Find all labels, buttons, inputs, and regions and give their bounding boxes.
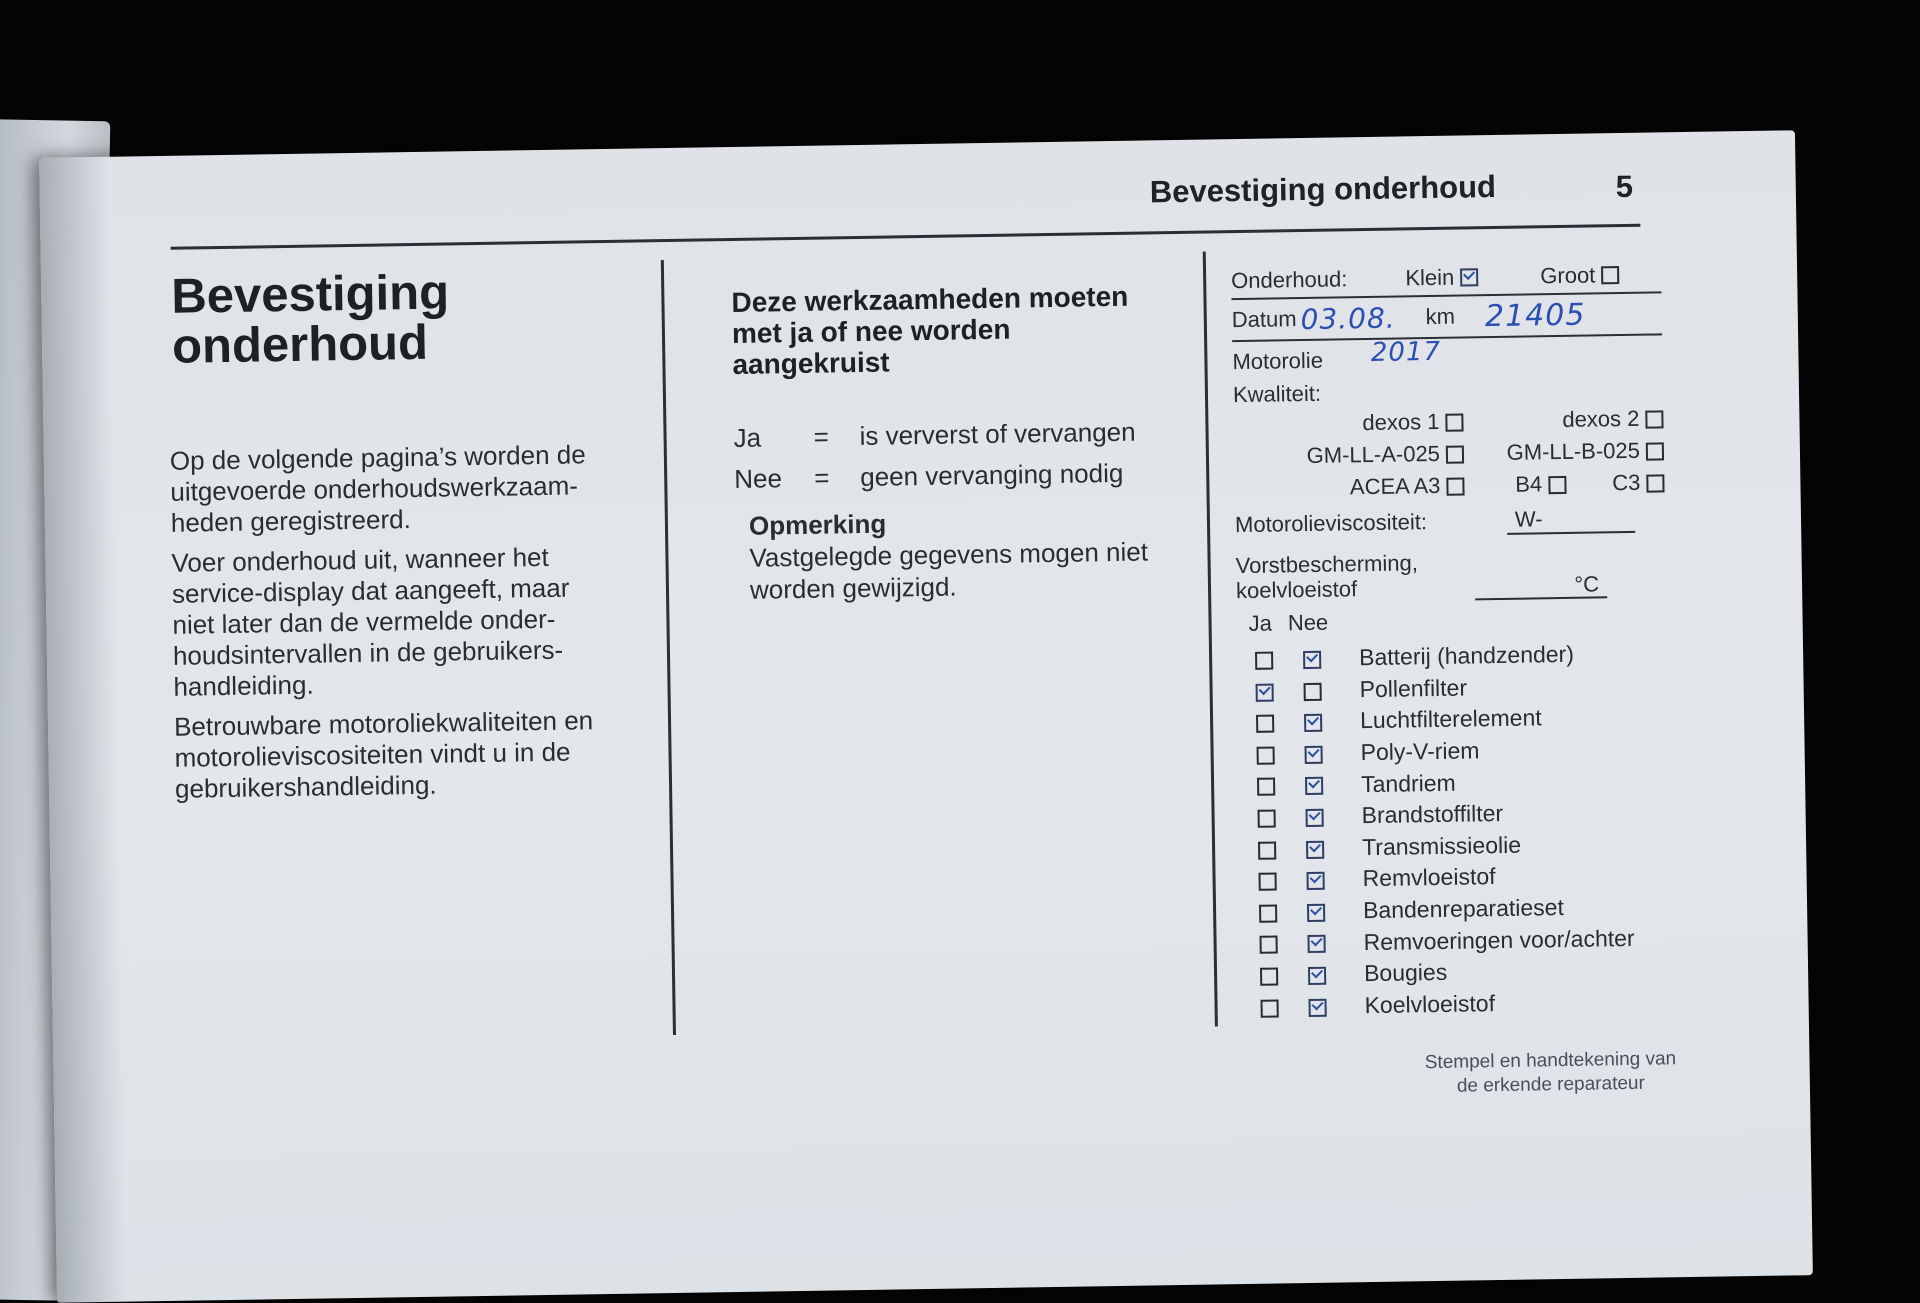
nee-checkbox[interactable] bbox=[1306, 872, 1324, 890]
checklist-label: Luchtfilterelement bbox=[1359, 704, 1542, 734]
nee-checkbox[interactable] bbox=[1306, 840, 1324, 858]
checklist-label: Pollenfilter bbox=[1359, 674, 1468, 703]
motorolie-row bbox=[1232, 335, 1663, 382]
legend-text: is ververst of vervangen bbox=[859, 416, 1136, 452]
km-label: km bbox=[1425, 303, 1456, 330]
nee-checkbox[interactable] bbox=[1308, 998, 1326, 1016]
groot-checkbox[interactable] bbox=[1601, 266, 1619, 284]
intro-text bbox=[170, 438, 676, 814]
intro-paragraph-2 bbox=[171, 540, 673, 703]
quality-option[interactable] bbox=[1464, 437, 1664, 466]
klein-checkbox[interactable] bbox=[1460, 268, 1478, 286]
checklist-label: Bandenreparatieset bbox=[1362, 894, 1565, 924]
text-line: Op de volgende pagina’s worden de bbox=[169, 439, 586, 476]
quality-label: ACEA A3 bbox=[1349, 472, 1441, 500]
ja-checkbox[interactable] bbox=[1257, 746, 1275, 764]
date-km-row bbox=[1231, 293, 1662, 340]
nee-checkbox[interactable] bbox=[1307, 935, 1325, 953]
instructions-heading bbox=[731, 279, 1212, 380]
datum-handwritten[interactable]: 03.08. bbox=[1300, 301, 1396, 336]
viscosity-label: Motorolieviscositeit: bbox=[1234, 509, 1428, 538]
ja-nee-header bbox=[1236, 603, 1666, 638]
quality-option[interactable] bbox=[1464, 469, 1664, 498]
ja-checkbox[interactable] bbox=[1255, 652, 1273, 670]
kwaliteit-label: Kwaliteit: bbox=[1232, 380, 1322, 408]
quality-label: C3 bbox=[1612, 469, 1641, 496]
quality-label: GM-LL-A-025 bbox=[1306, 440, 1441, 468]
stamp-signature-area bbox=[1385, 1047, 1716, 1100]
manual-page bbox=[39, 130, 1813, 1302]
text-line: heden geregistreerd. bbox=[170, 504, 412, 538]
km-handwritten[interactable]: 21405 bbox=[1484, 297, 1586, 334]
checklist-label: Transmissieolie bbox=[1361, 831, 1522, 861]
section-title-line1: Bevestiging bbox=[170, 265, 450, 324]
legend-key: Nee bbox=[734, 463, 783, 494]
note-line: Vastgelegde gegevens mogen niet bbox=[749, 536, 1149, 573]
ja-checkbox[interactable] bbox=[1256, 683, 1274, 701]
quality-label: dexos 2 bbox=[1562, 405, 1640, 432]
datum-label: Datum bbox=[1231, 306, 1297, 333]
viscosity-row bbox=[1235, 501, 1665, 542]
nee-checkbox[interactable] bbox=[1304, 714, 1322, 732]
stamp-line: de erkende reparateur bbox=[1456, 1072, 1646, 1097]
legend-text: geen vervanging nodig bbox=[859, 457, 1124, 493]
quality-checkbox[interactable] bbox=[1446, 446, 1464, 464]
heading-line: aangekruist bbox=[732, 346, 890, 380]
text-line: service-display dat aangeeft, maar bbox=[171, 572, 570, 609]
frost-row bbox=[1236, 571, 1666, 604]
nee-checkbox[interactable] bbox=[1304, 682, 1322, 700]
text-line: Voer onderhoud uit, wanneer het bbox=[171, 541, 549, 578]
nee-checkbox[interactable] bbox=[1305, 809, 1323, 827]
running-title: Bevestiging onderhoud bbox=[1149, 168, 1497, 210]
checklist bbox=[1237, 637, 1673, 1023]
quality-checkbox[interactable] bbox=[1646, 475, 1664, 493]
heading-line: Deze werkzaamheden moeten bbox=[731, 280, 1129, 319]
maintenance-form bbox=[1231, 257, 1673, 1023]
text-line: niet later dan de vermelde onder- bbox=[172, 603, 556, 640]
quality-option[interactable] bbox=[1463, 405, 1663, 434]
checklist-label: Batterij (handzender) bbox=[1358, 641, 1575, 671]
ja-checkbox[interactable] bbox=[1258, 809, 1276, 827]
checklist-row bbox=[1242, 985, 1672, 1023]
onderhoud-label: Onderhoud: bbox=[1230, 266, 1348, 294]
ja-checkbox[interactable] bbox=[1260, 967, 1278, 985]
frost-protection-block bbox=[1235, 547, 1666, 604]
ja-checkbox[interactable] bbox=[1259, 904, 1277, 922]
text-line: houdsintervallen in de gebruikers- bbox=[172, 634, 564, 671]
ja-checkbox[interactable] bbox=[1260, 999, 1278, 1017]
nee-checkbox[interactable] bbox=[1308, 967, 1326, 985]
quality-label: dexos 1 bbox=[1362, 408, 1440, 436]
section-title-line2: onderhoud bbox=[171, 315, 429, 374]
text-line: motorolieviscositeiten vindt u in de bbox=[174, 736, 571, 773]
quality-option[interactable] bbox=[1263, 409, 1463, 438]
quality-checkbox[interactable] bbox=[1446, 478, 1464, 496]
year-handwritten[interactable]: 2017 bbox=[1370, 336, 1442, 368]
checklist-label: Bougies bbox=[1363, 959, 1448, 987]
checklist-label: Koelvloeistof bbox=[1364, 989, 1496, 1018]
groot-label: Groot bbox=[1540, 262, 1596, 289]
text-line: handleiding. bbox=[173, 669, 314, 702]
checklist-label: Brandstoffilter bbox=[1361, 800, 1504, 829]
oil-quality-grid bbox=[1263, 405, 1664, 501]
legend-nee bbox=[734, 451, 1215, 500]
motorolie-label: Motorolie bbox=[1232, 347, 1324, 375]
ja-checkbox[interactable] bbox=[1256, 715, 1274, 733]
quality-option[interactable] bbox=[1264, 473, 1464, 502]
ja-checkbox[interactable] bbox=[1258, 873, 1276, 891]
quality-checkbox[interactable] bbox=[1548, 476, 1566, 494]
quality-label: GM-LL-B-025 bbox=[1506, 437, 1641, 465]
header-rule bbox=[171, 224, 1641, 250]
nee-checkbox[interactable] bbox=[1307, 903, 1325, 921]
text-line: uitgevoerde onderhoudswerkzaam- bbox=[170, 470, 579, 507]
instructions-column bbox=[731, 279, 1216, 606]
stamp-line: Stempel en handtekening van bbox=[1424, 1048, 1677, 1074]
quality-option[interactable] bbox=[1264, 441, 1464, 470]
nee-checkbox[interactable] bbox=[1303, 651, 1321, 669]
quality-label: B4 bbox=[1515, 471, 1543, 497]
note-title: Opmerking bbox=[748, 508, 887, 541]
text-line: gebruikershandleiding. bbox=[174, 769, 437, 804]
ja-checkbox[interactable] bbox=[1257, 778, 1275, 796]
ja-header: Ja bbox=[1248, 610, 1273, 636]
frost-label-line: Vorstbescherming, bbox=[1235, 550, 1419, 579]
quality-checkbox[interactable] bbox=[1645, 411, 1663, 429]
ja-checkbox[interactable] bbox=[1258, 841, 1276, 859]
page-number: 5 bbox=[1615, 168, 1634, 205]
intro-paragraph-3 bbox=[174, 704, 675, 805]
intro-paragraph-1 bbox=[170, 438, 671, 539]
legend-equals: = bbox=[813, 421, 830, 452]
text-line: Betrouwbare motoroliekwaliteiten en bbox=[173, 705, 594, 742]
klein-label: Klein bbox=[1405, 264, 1455, 291]
quality-checkbox[interactable] bbox=[1445, 414, 1463, 432]
checklist-label: Tandriem bbox=[1360, 769, 1456, 797]
viscosity-field[interactable]: W- bbox=[1507, 505, 1635, 535]
heading-line: met ja of nee worden bbox=[731, 313, 1011, 349]
checklist-label: Poly-V-riem bbox=[1360, 737, 1480, 766]
checklist-label: Remvloeistof bbox=[1362, 863, 1496, 892]
note-block bbox=[749, 502, 1216, 605]
legend-equals: = bbox=[814, 462, 830, 493]
nee-checkbox[interactable] bbox=[1305, 777, 1323, 795]
ja-checkbox[interactable] bbox=[1259, 936, 1277, 954]
nee-header: Nee bbox=[1287, 609, 1329, 636]
nee-checkbox[interactable] bbox=[1305, 746, 1323, 764]
section-title bbox=[171, 264, 653, 372]
note-line: worden gewijzigd. bbox=[749, 571, 957, 605]
quality-checkbox[interactable] bbox=[1646, 443, 1664, 461]
legend-key: Ja bbox=[733, 422, 762, 453]
checklist-label: Remvoeringen voor/achter bbox=[1363, 924, 1635, 955]
frost-label-line: koelvloeistof bbox=[1235, 576, 1358, 604]
frost-field[interactable]: °C bbox=[1475, 572, 1607, 600]
